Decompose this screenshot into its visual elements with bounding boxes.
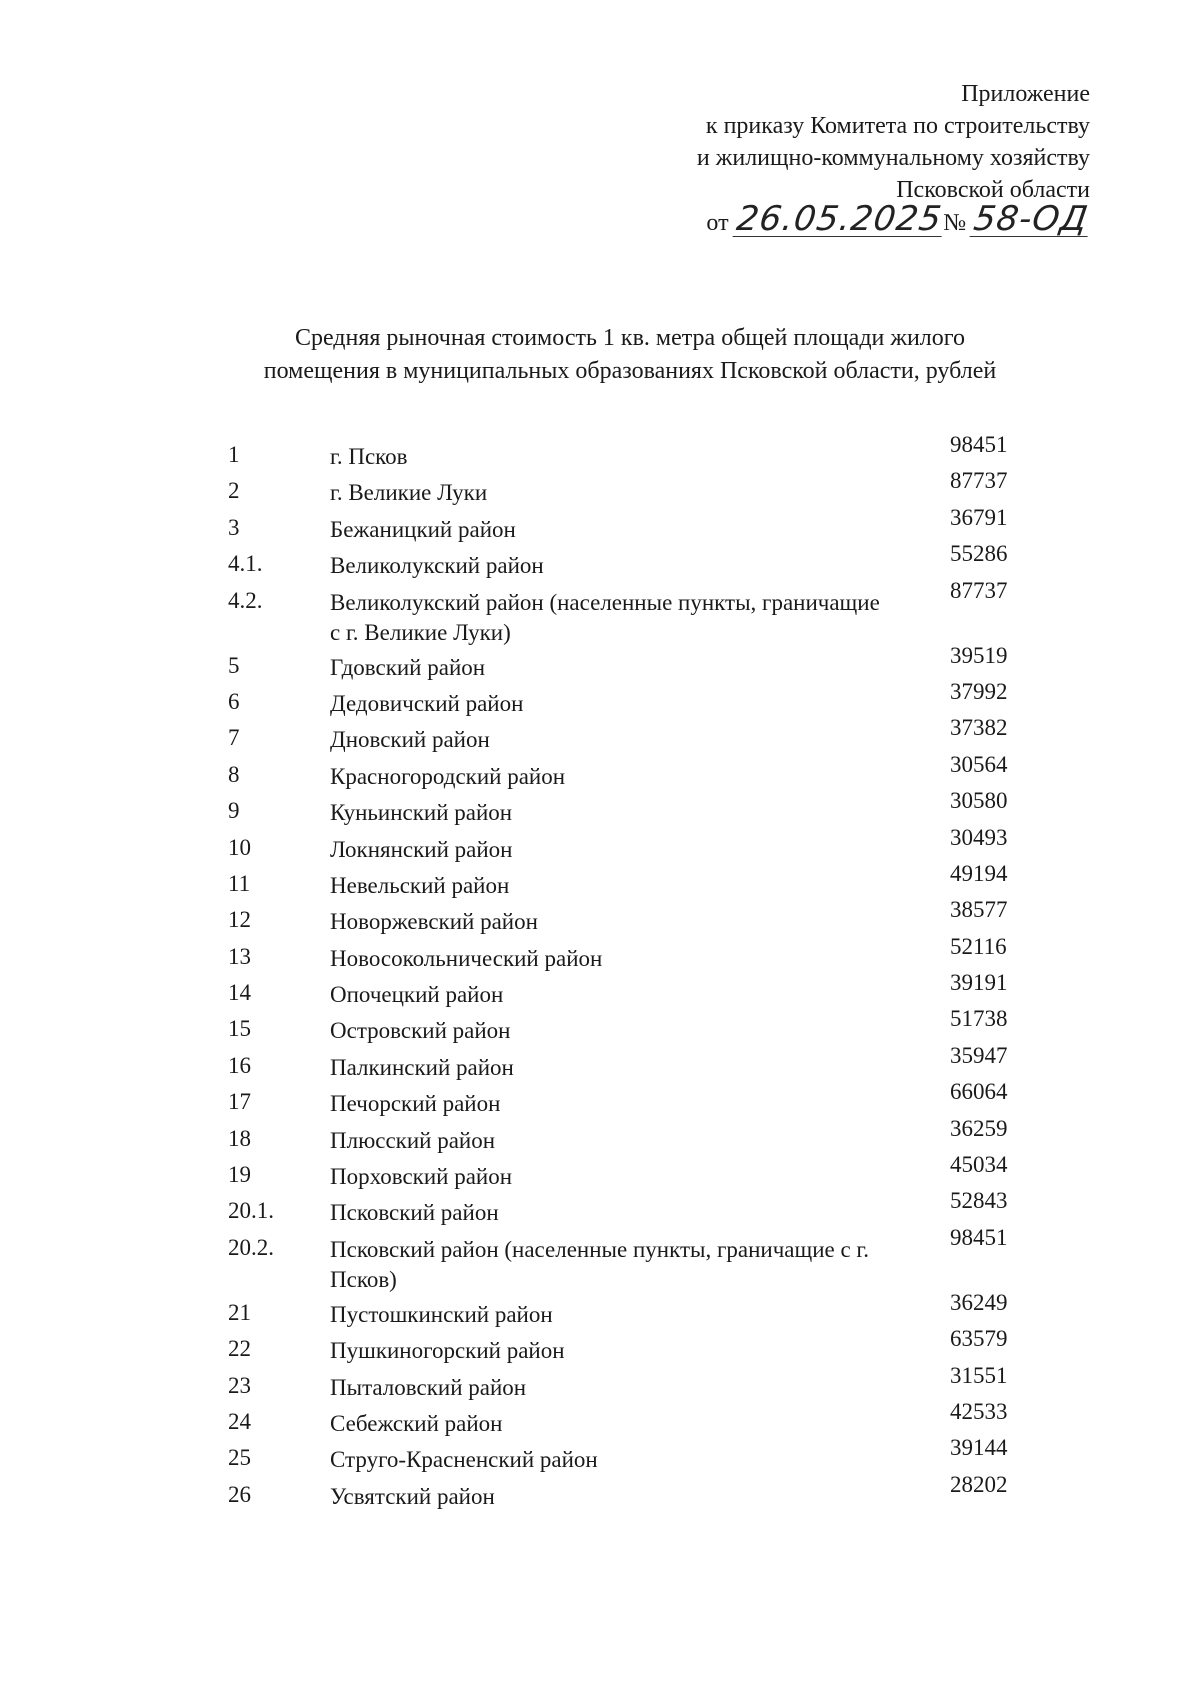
price-value: 55286 (950, 541, 1008, 567)
row-number: 10 (228, 834, 251, 860)
table-row (0, 1326, 1200, 1368)
price-value: 31551 (950, 1362, 1008, 1388)
price-value: 36791 (950, 504, 1008, 530)
price-value: 87737 (950, 468, 1008, 494)
table-row (0, 970, 1200, 1012)
municipality-name: Куньинский район (330, 800, 513, 826)
municipality-name: Бежаницкий район (330, 516, 516, 542)
price-value: 35947 (950, 1042, 1008, 1068)
municipality-name: Пустошкинский район (330, 1301, 553, 1327)
municipality-name: г. Псков (330, 444, 408, 469)
price-value: 51738 (950, 1006, 1008, 1032)
price-value: 28202 (950, 1471, 1008, 1497)
order-reference-line-1: к приказу Комитета по строительству (705, 113, 1090, 139)
table-row (0, 504, 1200, 547)
price-value: 30493 (950, 824, 1008, 850)
order-reference-line-3: Псковской области (896, 177, 1090, 203)
municipality-name: Опочецкий район (330, 982, 504, 1008)
price-value: 63579 (950, 1326, 1008, 1352)
municipality-name: Псковский район (330, 1200, 499, 1226)
row-number: 5 (228, 652, 240, 678)
price-table (0, 432, 1200, 1514)
price-value: 36259 (950, 1115, 1008, 1141)
table-row (0, 1289, 1200, 1332)
table-row (0, 678, 1200, 721)
table-row (0, 432, 1200, 474)
table-row (0, 541, 1200, 583)
price-value: 39519 (950, 642, 1008, 668)
row-number: 25 (228, 1445, 251, 1471)
row-number: 1 (228, 442, 240, 467)
order-reference-line-2: и жилищно-коммунальному хозяйству (696, 145, 1090, 171)
municipality-name: Дновский район (330, 727, 490, 753)
table-row (0, 1471, 1200, 1514)
number-prefix: № (943, 210, 967, 236)
price-value: 52116 (950, 933, 1007, 959)
municipality-name: Печорский район (330, 1091, 501, 1117)
appendix-label: Приложение (961, 81, 1090, 107)
municipality-name: Великолукский район (населенные пункты, граничащие с г. Великие Луки) (330, 589, 880, 645)
table-row (0, 824, 1200, 867)
price-value: 37992 (950, 678, 1008, 704)
table-row (0, 715, 1200, 757)
municipality-name: Локнянский район (330, 836, 513, 862)
row-number: 26 (228, 1481, 251, 1507)
price-value: 66064 (950, 1079, 1008, 1105)
municipality-name: Невельский район (330, 872, 510, 898)
municipality-name: Новосокольнический район (330, 945, 603, 971)
handwritten-number: 58-ОД (971, 199, 1091, 239)
row-number: 14 (228, 980, 251, 1006)
row-number: 3 (228, 514, 240, 540)
table-row (0, 1188, 1200, 1230)
price-value: 49194 (950, 860, 1008, 886)
table-row (0, 1362, 1200, 1405)
row-number: 7 (228, 725, 240, 751)
table-row (0, 1006, 1200, 1048)
price-value: 30580 (950, 788, 1008, 814)
price-value: 52843 (950, 1188, 1008, 1214)
table-row (0, 1152, 1200, 1194)
date-prefix: от (706, 210, 729, 236)
row-number: 20.2. (228, 1234, 274, 1260)
municipality-name: Гдовский район (330, 654, 486, 680)
price-value: 30564 (950, 751, 1008, 777)
table-row (0, 642, 1200, 685)
title-line-1: Средняя рыночная стоимость 1 кв. метра общей площади жилого (294, 325, 966, 351)
municipality-name: Усвятский район (330, 1483, 495, 1509)
row-number: 17 (228, 1089, 251, 1115)
table-row (0, 1398, 1200, 1441)
title-line-2: помещения в муниципальных образованиях Псковской области, рублей (263, 358, 997, 384)
row-number: 22 (228, 1336, 251, 1362)
table-row (0, 860, 1200, 903)
municipality-name: Плюсский район (330, 1127, 496, 1153)
row-number: 23 (228, 1372, 251, 1398)
document-title (0, 322, 1200, 388)
municipality-name: Себежский район (330, 1410, 503, 1436)
handwritten-date: 26.05.2025 (733, 199, 945, 239)
municipality-name: г. Великие Луки (330, 480, 488, 506)
row-number: 15 (228, 1016, 251, 1042)
municipality-name: Островский район (330, 1018, 511, 1044)
row-number: 13 (228, 943, 251, 969)
price-value: 45034 (950, 1152, 1008, 1178)
row-number: 19 (228, 1162, 251, 1188)
municipality-name: Пыталовский район (330, 1374, 527, 1400)
table-row (0, 1224, 1200, 1296)
table-row (0, 1042, 1200, 1085)
municipality-name: Великолукский район (330, 553, 544, 579)
price-value: 36249 (950, 1289, 1008, 1315)
row-number: 12 (228, 907, 251, 933)
price-value: 38577 (950, 897, 1008, 923)
municipality-name: Псковский район (населенные пункты, граничащие с г. Псков) (330, 1236, 870, 1292)
row-number: 6 (228, 688, 240, 714)
price-value: 39191 (950, 970, 1008, 996)
row-number: 8 (228, 761, 240, 787)
price-value: 39144 (950, 1435, 1008, 1461)
municipality-name: Пушкиногорский район (330, 1338, 565, 1364)
municipality-name: Красногородский район (330, 763, 566, 789)
row-number: 11 (228, 870, 251, 896)
municipality-name: Дедовичский район (330, 690, 524, 716)
table-row (0, 933, 1200, 976)
row-number: 9 (228, 798, 240, 824)
table-row (0, 751, 1200, 794)
price-value: 42533 (950, 1398, 1008, 1424)
municipality-name: Порховский район (330, 1164, 513, 1190)
row-number: 20.1. (228, 1198, 274, 1224)
table-row (0, 897, 1200, 939)
table-row (0, 1115, 1200, 1158)
row-number: 21 (228, 1299, 251, 1325)
row-number: 4.1. (228, 551, 263, 577)
row-number: 4.2. (228, 587, 263, 613)
table-row (0, 1435, 1200, 1477)
municipality-name: Палкинский район (330, 1054, 514, 1080)
price-value: 98451 (950, 1224, 1008, 1250)
price-value: 87737 (950, 577, 1008, 603)
order-date-number (697, 199, 1091, 239)
table-row (0, 788, 1200, 830)
municipality-name: Новоржевский район (330, 909, 538, 935)
table-row (0, 468, 1200, 510)
municipality-name: Струго-Красненский район (330, 1447, 598, 1473)
row-number: 18 (228, 1125, 251, 1151)
price-value: 98451 (950, 432, 1008, 457)
table-row (0, 1079, 1200, 1121)
table-row (0, 577, 1200, 649)
price-value: 37382 (950, 715, 1008, 741)
row-number: 24 (228, 1408, 251, 1434)
appendix-header (697, 78, 1090, 239)
row-number: 2 (228, 478, 240, 504)
row-number: 16 (228, 1052, 251, 1078)
